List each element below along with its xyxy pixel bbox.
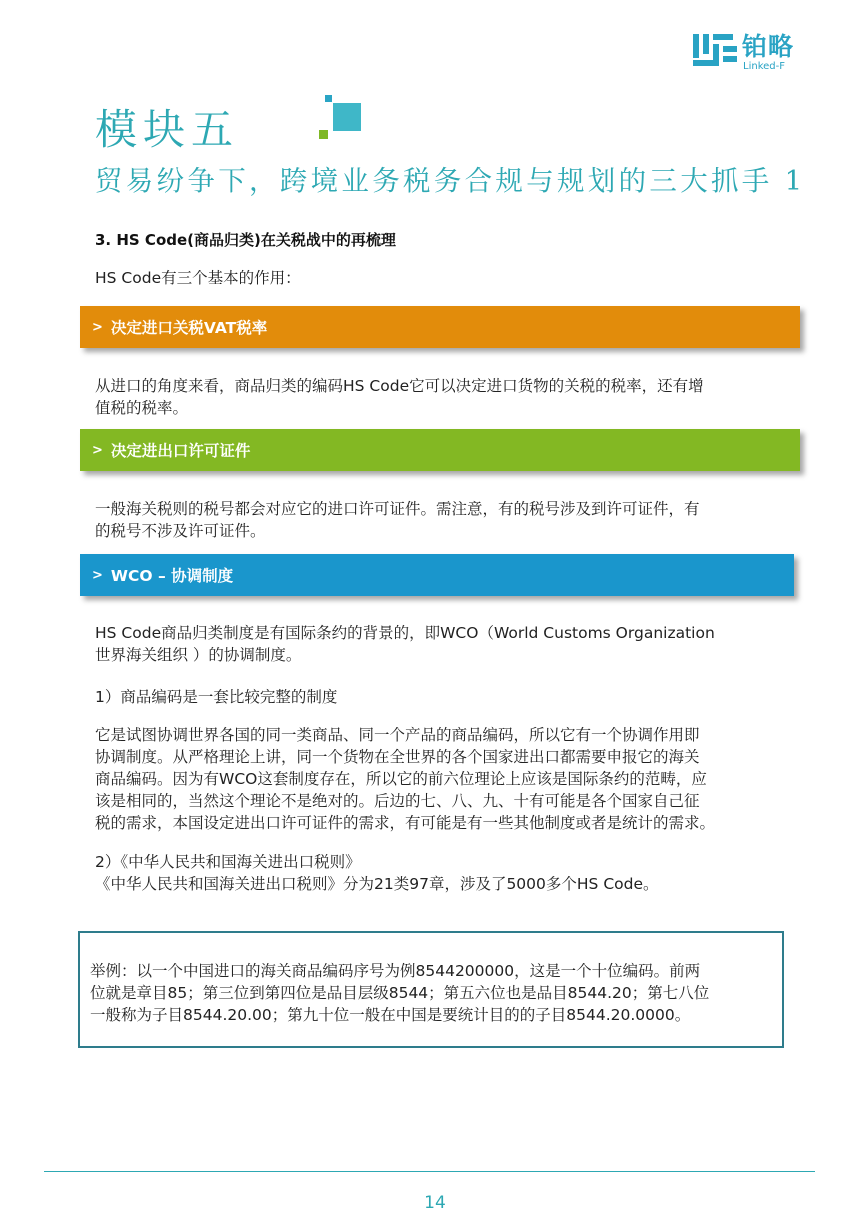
banner-wco xyxy=(80,554,794,596)
example-line: 位就是章目85；第三位到第四位是品目层级8544；第五六位也是品目8544.20；第七八位 xyxy=(90,984,710,1002)
example-text xyxy=(90,960,709,1026)
item1-title: 1）商品编码是一套比较完整的制度 xyxy=(95,688,338,706)
paragraph-line: 它是试图协调世界各国的同一类商品、同一个产品的商品编码，所以它有一个协调作用即 xyxy=(95,726,700,744)
banner-label: WCO – 协调制度 xyxy=(110,567,234,585)
item2-text: 《中华人民共和国海关进出口税则》分为21类97章，涉及了5000多个HS Code。 xyxy=(95,875,659,893)
paragraph-line: 从进口的角度来看，商品归类的编码HS Code它可以决定进口货物的关税的税率，还有增 xyxy=(95,377,704,395)
paragraph-line: 值税的税率。 xyxy=(95,399,189,417)
deco-square-large xyxy=(333,103,361,131)
paragraph-license xyxy=(95,498,700,542)
chevron-right-icon: > xyxy=(92,442,103,458)
example-box xyxy=(78,931,784,1048)
logo-mark-icon xyxy=(693,34,737,70)
section-heading: 3. HS Code(商品归类)在关税战中的再梳理 xyxy=(95,231,396,249)
paragraph-import-tax xyxy=(95,375,704,419)
paragraph-line: HS Code商品归类制度是有国际条约的背景的，即WCO（World Customs Organization xyxy=(95,624,715,642)
paragraph-line: 的税号不涉及许可证件。 xyxy=(95,522,266,540)
brand-logo xyxy=(693,31,813,73)
footer-divider xyxy=(44,1171,815,1172)
paragraph-harmonized xyxy=(95,724,715,834)
brand-name-en: Linked-F xyxy=(743,61,785,72)
example-line: 一般称为子目8544.20.00；第九十位一般在中国是要统计目的的子目8544.20.0000。 xyxy=(90,1006,691,1024)
deco-square-green xyxy=(319,130,328,139)
paragraph-line: 一般海关税则的税号都会对应它的进口许可证件。需注意，有的税号涉及到许可证件，有 xyxy=(95,500,700,518)
banner-import-tax xyxy=(80,306,800,348)
paragraph-line: 该是相同的，当然这个理论不是绝对的。后边的七、八、九、十有可能是各个国家自己征 xyxy=(95,792,700,810)
page-number: 14 xyxy=(424,1193,446,1213)
module-subtitle: 贸易纷争下，跨境业务税务合规与规划的三大抓手 1 xyxy=(95,165,806,197)
paragraph-line: 世界海关组织 ）的协调制度。 xyxy=(95,646,302,664)
paragraph-line: 协调制度。从严格理论上讲，同一个货物在全世界的各个国家进出口都需要申报它的海关 xyxy=(95,748,700,766)
example-line: 举例：以一个中国进口的海关商品编码序号为例8544200000，这是一个十位编码。前两 xyxy=(90,962,701,980)
item2-title: 2）《中华人民共和国海关进出口税则》 xyxy=(95,853,361,871)
paragraph-line: 税的需求，本国设定进出口许可证件的需求，有可能是有一些其他制度或者是统计的需求。 xyxy=(95,814,716,832)
chevron-right-icon: > xyxy=(92,567,103,583)
banner-license xyxy=(80,429,800,471)
chevron-right-icon: > xyxy=(92,319,103,335)
module-title: 模块五 xyxy=(95,105,240,154)
banner-label: 决定进出口许可证件 xyxy=(110,442,251,460)
paragraph-line: 商品编码。因为有WCO这套制度存在，所以它的前六位理论上应该是国际条约的范畴，应 xyxy=(95,770,707,788)
deco-square-small xyxy=(325,95,332,102)
section-intro: HS Code有三个基本的作用： xyxy=(95,269,301,287)
brand-name: 铂略 xyxy=(742,32,795,61)
banner-label: 决定进口关税VAT税率 xyxy=(110,319,268,337)
paragraph-wco xyxy=(95,622,715,666)
